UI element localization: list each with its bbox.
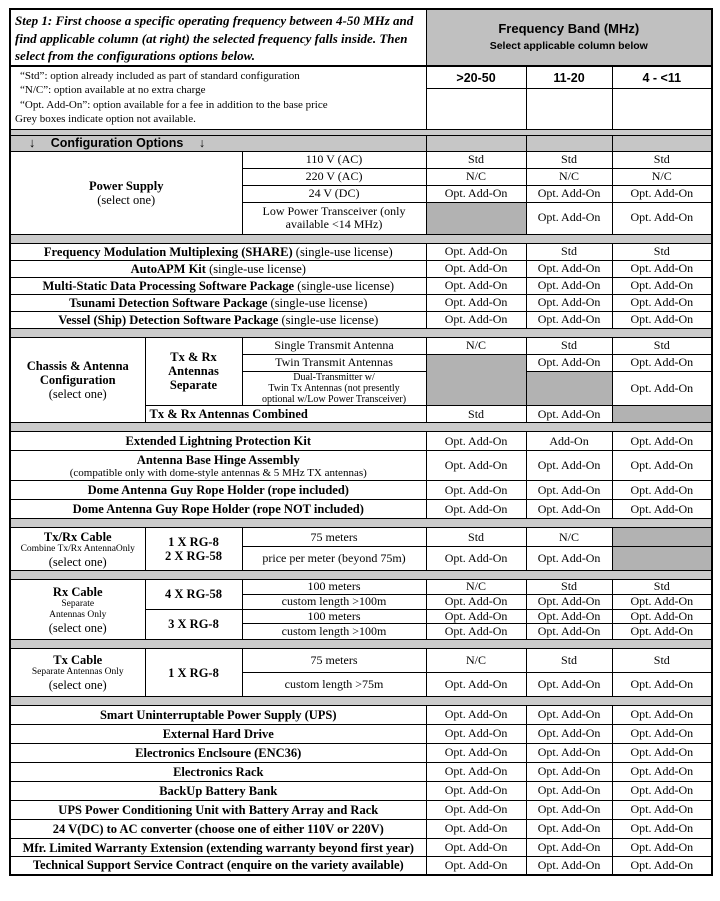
table-row xyxy=(10,782,712,801)
value-cell: Opt. Add-On xyxy=(526,839,612,857)
txrx-cable-head-label: Tx/Rx Cable Combine Tx/Rx AntennaOnly (select one) xyxy=(10,528,145,571)
section-divider xyxy=(10,697,712,706)
band-column-4-11: 4 - <11 xyxy=(612,66,712,89)
value-cell: Opt. Add-On xyxy=(526,609,612,623)
value-cell: Opt. Add-On xyxy=(612,609,712,623)
value-cell: N/C xyxy=(612,168,712,185)
value-cell: Opt. Add-On xyxy=(526,500,612,519)
value-cell: Opt. Add-On xyxy=(612,857,712,875)
rx-cable-item-label: 100 meters xyxy=(242,609,426,623)
value-cell: Opt. Add-On xyxy=(426,432,526,451)
table-row xyxy=(10,725,712,744)
value-cell: Opt. Add-On xyxy=(526,185,612,202)
software-full-label: AutoAPM Kit (single-use license) xyxy=(10,260,426,277)
value-cell-unavailable xyxy=(612,528,712,547)
table-row xyxy=(10,337,712,354)
band-title: Frequency Band (MHz) xyxy=(498,21,640,37)
value-cell: Std xyxy=(526,243,612,260)
legend-line: Grey boxes indicate option not available. xyxy=(15,113,196,126)
value-cell: Opt. Add-On xyxy=(426,725,526,744)
band-spacer-cell xyxy=(426,89,526,129)
rx-cable-group-label: 4 X RG-58 xyxy=(145,580,242,609)
value-cell: Opt. Add-On xyxy=(426,609,526,623)
config-options-bar xyxy=(10,135,426,151)
value-cell: Opt. Add-On xyxy=(426,451,526,481)
accessories-full-label: BackUp Battery Bank xyxy=(10,782,426,801)
value-cell: Opt. Add-On xyxy=(612,277,712,294)
value-cell: Opt. Add-On xyxy=(426,294,526,311)
table-row xyxy=(10,243,712,260)
config-options-bar-cell xyxy=(526,135,612,151)
value-cell: Opt. Add-On xyxy=(612,706,712,725)
value-cell-unavailable xyxy=(426,354,526,406)
accessories-full-label: Electronics Rack xyxy=(10,763,426,782)
value-cell: Opt. Add-On xyxy=(612,820,712,839)
value-cell: Opt. Add-On xyxy=(426,547,526,571)
band-column-20-50: >20-50 xyxy=(426,66,526,89)
value-cell: Opt. Add-On xyxy=(426,744,526,763)
value-cell: Opt. Add-On xyxy=(526,547,612,571)
mounting-full-label: Dome Antenna Guy Rope Holder (rope NOT included) xyxy=(10,500,426,519)
value-cell: N/C xyxy=(426,580,526,594)
section-divider xyxy=(10,519,712,528)
band-header xyxy=(426,9,712,66)
band-columns-row xyxy=(10,66,712,89)
config-options-row xyxy=(10,135,712,151)
accessories-full-label: External Hard Drive xyxy=(10,725,426,744)
separator-row xyxy=(10,697,712,706)
value-cell: Opt. Add-On xyxy=(426,857,526,875)
value-cell: Opt. Add-On xyxy=(612,500,712,519)
software-full-label: Tsunami Detection Software Package (single-use license) xyxy=(10,294,426,311)
rx-cable-item-label: 100 meters xyxy=(242,580,426,594)
value-cell: Opt. Add-On xyxy=(426,260,526,277)
table-row xyxy=(10,277,712,294)
value-cell: Opt. Add-On xyxy=(526,406,612,423)
value-cell: Std xyxy=(612,649,712,673)
table-row xyxy=(10,260,712,277)
config-table-body xyxy=(10,9,712,875)
value-cell: Opt. Add-On xyxy=(612,260,712,277)
value-cell: Opt. Add-On xyxy=(426,311,526,328)
table-row xyxy=(10,649,712,673)
value-cell: Opt. Add-On xyxy=(612,354,712,371)
value-cell: Opt. Add-On xyxy=(612,839,712,857)
legend-line: “N/C”: option available at no extra charge xyxy=(20,84,206,97)
accessories-full-label: Mfr. Limited Warranty Extension (extending warranty beyond first year) xyxy=(10,839,426,857)
value-cell: Opt. Add-On xyxy=(612,451,712,481)
value-cell: Std xyxy=(612,243,712,260)
header-row xyxy=(10,9,712,66)
accessories-full-label: Technical Support Service Contract (enquire on the variety available) xyxy=(10,857,426,875)
value-cell: Opt. Add-On xyxy=(526,801,612,820)
legend xyxy=(10,66,426,130)
software-full-label: Multi-Static Data Processing Software Package (single-use license) xyxy=(10,277,426,294)
table-row xyxy=(10,820,712,839)
antenna-configuration-combined-label: Tx & Rx Antennas Combined xyxy=(145,406,426,423)
value-cell: Opt. Add-On xyxy=(612,782,712,801)
value-cell: Opt. Add-On xyxy=(526,311,612,328)
value-cell: Opt. Add-On xyxy=(526,744,612,763)
config-table xyxy=(9,8,713,876)
section-divider xyxy=(10,571,712,580)
software-full-label: Frequency Modulation Multiplexing (SHARE) (single-use license) xyxy=(10,243,426,260)
value-cell: Opt. Add-On xyxy=(612,311,712,328)
table-row xyxy=(10,294,712,311)
table-row xyxy=(10,481,712,500)
value-cell: Opt. Add-On xyxy=(526,594,612,609)
accessories-full-label: 24 V(DC) to AC converter (choose one of either 110V or 220V) xyxy=(10,820,426,839)
value-cell: Opt. Add-On xyxy=(526,294,612,311)
value-cell: Add-On xyxy=(526,432,612,451)
antenna-configuration-item-label: Single Transmit Antenna xyxy=(242,337,426,354)
value-cell: Std xyxy=(526,151,612,168)
rx-cable-item-label: custom length >100m xyxy=(242,624,426,640)
value-cell: Opt. Add-On xyxy=(426,706,526,725)
table-row xyxy=(10,311,712,328)
legend-line: “Std”: option already included as part of standard configuration xyxy=(20,69,300,82)
value-cell: N/C xyxy=(526,168,612,185)
power-supply-head-label: Power Supply (select one) xyxy=(10,151,242,234)
tx-cable-item-label: custom length >75m xyxy=(242,673,426,697)
table-row xyxy=(10,451,712,481)
antenna-configuration-item-label: Twin Transmit Antennas xyxy=(242,354,426,371)
value-cell: Opt. Add-On xyxy=(526,820,612,839)
table-row xyxy=(10,744,712,763)
antenna-configuration-item-label: Dual-Transmitter w/ Twin Tx Antennas (not presently optional w/Low Power Transceiver) xyxy=(242,371,426,406)
value-cell: Opt. Add-On xyxy=(426,481,526,500)
value-cell: Opt. Add-On xyxy=(612,673,712,697)
value-cell: Opt. Add-On xyxy=(426,500,526,519)
band-spacer-cell xyxy=(612,89,712,129)
value-cell: Std xyxy=(612,580,712,594)
value-cell: Opt. Add-On xyxy=(612,432,712,451)
table-row xyxy=(10,151,712,168)
value-cell: Opt. Add-On xyxy=(426,782,526,801)
power-supply-item-label: 24 V (DC) xyxy=(242,185,426,202)
rx-cable-item-label: custom length >100m xyxy=(242,594,426,609)
table-row xyxy=(10,432,712,451)
value-cell: Opt. Add-On xyxy=(612,725,712,744)
antenna-configuration-head-label: Chassis & Antenna Configuration (select one) xyxy=(10,337,145,423)
down-arrow-icon: ↓ xyxy=(29,135,36,151)
accessories-full-label: UPS Power Conditioning Unit with Battery Array and Rack xyxy=(10,801,426,820)
mounting-full-label: Antenna Base Hinge Assembly (compatible only with dome-style antennas & 5 MHz TX antennas) xyxy=(10,451,426,481)
section-divider xyxy=(10,640,712,649)
value-cell: Opt. Add-On xyxy=(612,185,712,202)
band-column-11-20: 11-20 xyxy=(526,66,612,89)
config-options-bar-cell xyxy=(612,135,712,151)
value-cell: Std xyxy=(526,649,612,673)
txrx-cable-item-label: price per meter (beyond 75m) xyxy=(242,547,426,571)
value-cell: Opt. Add-On xyxy=(526,725,612,744)
tx-cable-item-label: 75 meters xyxy=(242,649,426,673)
value-cell: Opt. Add-On xyxy=(426,624,526,640)
separator-row xyxy=(10,640,712,649)
value-cell: Std xyxy=(526,337,612,354)
value-cell: Opt. Add-On xyxy=(612,744,712,763)
section-divider xyxy=(10,423,712,432)
value-cell-unavailable xyxy=(612,547,712,571)
value-cell: Opt. Add-On xyxy=(526,624,612,640)
value-cell: Opt. Add-On xyxy=(526,763,612,782)
value-cell: Opt. Add-On xyxy=(526,451,612,481)
tx-cable-head-label: Tx Cable Separate Antennas Only (select one) xyxy=(10,649,145,697)
rx-cable-head-label: Rx Cable Separate Antennas Only (select one) xyxy=(10,580,145,640)
separator-row xyxy=(10,423,712,432)
power-supply-item-label: 110 V (AC) xyxy=(242,151,426,168)
power-supply-item-label: Low Power Transceiver (only available <14 MHz) xyxy=(242,202,426,234)
value-cell: N/C xyxy=(526,528,612,547)
value-cell: N/C xyxy=(426,337,526,354)
value-cell: Opt. Add-On xyxy=(612,624,712,640)
value-cell: N/C xyxy=(426,649,526,673)
value-cell: Opt. Add-On xyxy=(526,857,612,875)
section-divider xyxy=(10,328,712,337)
value-cell: Opt. Add-On xyxy=(426,185,526,202)
value-cell-unavailable xyxy=(426,202,526,234)
table-row xyxy=(10,500,712,519)
value-cell: Std xyxy=(612,337,712,354)
value-cell: Opt. Add-On xyxy=(526,673,612,697)
table-row xyxy=(10,839,712,857)
value-cell-unavailable xyxy=(612,406,712,423)
accessories-full-label: Electronics Enclsoure (ENC36) xyxy=(10,744,426,763)
value-cell: Std xyxy=(426,528,526,547)
down-arrow-icon: ↓ xyxy=(198,136,206,151)
antenna-configuration-group-label: Tx & Rx Antennas Separate xyxy=(145,337,242,406)
value-cell: Opt. Add-On xyxy=(612,202,712,234)
value-cell: Opt. Add-On xyxy=(426,277,526,294)
value-cell: Std xyxy=(426,406,526,423)
value-cell: Opt. Add-On xyxy=(612,481,712,500)
rx-cable-group-label: 3 X RG-8 xyxy=(145,609,242,639)
mounting-full-label: Extended Lightning Protection Kit xyxy=(10,432,426,451)
software-full-label: Vessel (Ship) Detection Software Package (single-use license) xyxy=(10,311,426,328)
value-cell: Std xyxy=(426,151,526,168)
value-cell: Std xyxy=(612,151,712,168)
config-options-bar-cell xyxy=(426,135,526,151)
table-row xyxy=(10,763,712,782)
value-cell: Opt. Add-On xyxy=(426,801,526,820)
section-divider xyxy=(10,234,712,243)
value-cell: Opt. Add-On xyxy=(612,594,712,609)
power-supply-item-label: 220 V (AC) xyxy=(242,168,426,185)
value-cell: Opt. Add-On xyxy=(526,481,612,500)
value-cell: Opt. Add-On xyxy=(612,294,712,311)
value-cell: Opt. Add-On xyxy=(526,782,612,801)
value-cell: Opt. Add-On xyxy=(426,673,526,697)
band-subtitle: Select applicable column below xyxy=(489,39,648,52)
separator-row xyxy=(10,571,712,580)
tx-cable-group-label: 1 X RG-8 xyxy=(145,649,242,697)
value-cell: Std xyxy=(526,580,612,594)
value-cell: Opt. Add-On xyxy=(612,371,712,406)
value-cell: Opt. Add-On xyxy=(526,260,612,277)
table-row xyxy=(10,801,712,820)
value-cell: N/C xyxy=(426,168,526,185)
table-row xyxy=(10,580,712,594)
band-spacer-cell xyxy=(526,89,612,129)
table-row xyxy=(10,528,712,547)
separator-row xyxy=(10,328,712,337)
table-row xyxy=(10,706,712,725)
config-options-label: Configuration Options xyxy=(50,136,184,151)
value-cell: Opt. Add-On xyxy=(426,763,526,782)
value-cell: Opt. Add-On xyxy=(426,243,526,260)
table-row xyxy=(10,857,712,875)
txrx-cable-item-label: 75 meters xyxy=(242,528,426,547)
value-cell: Opt. Add-On xyxy=(526,354,612,371)
value-cell: Opt. Add-On xyxy=(426,839,526,857)
value-cell: Opt. Add-On xyxy=(426,820,526,839)
value-cell-unavailable xyxy=(526,371,612,406)
step-instructions: Step 1: First choose a specific operating frequency between 4-50 MHz and find applicable column (at right) the selected frequency falls inside. Then select from the configurations options below. xyxy=(10,9,426,66)
separator-row xyxy=(10,519,712,528)
mounting-full-label: Dome Antenna Guy Rope Holder (rope included) xyxy=(10,481,426,500)
accessories-full-label: Smart Uninterruptable Power Supply (UPS) xyxy=(10,706,426,725)
value-cell: Opt. Add-On xyxy=(612,801,712,820)
value-cell: Opt. Add-On xyxy=(526,706,612,725)
value-cell: Opt. Add-On xyxy=(526,202,612,234)
separator-row xyxy=(10,234,712,243)
value-cell: Opt. Add-On xyxy=(612,763,712,782)
value-cell: Opt. Add-On xyxy=(526,277,612,294)
legend-line: “Opt. Add-On”: option available for a fee in addition to the base price xyxy=(20,98,328,111)
txrx-cable-group-label: 1 X RG-8 2 X RG-58 xyxy=(145,528,242,571)
value-cell: Opt. Add-On xyxy=(426,594,526,609)
